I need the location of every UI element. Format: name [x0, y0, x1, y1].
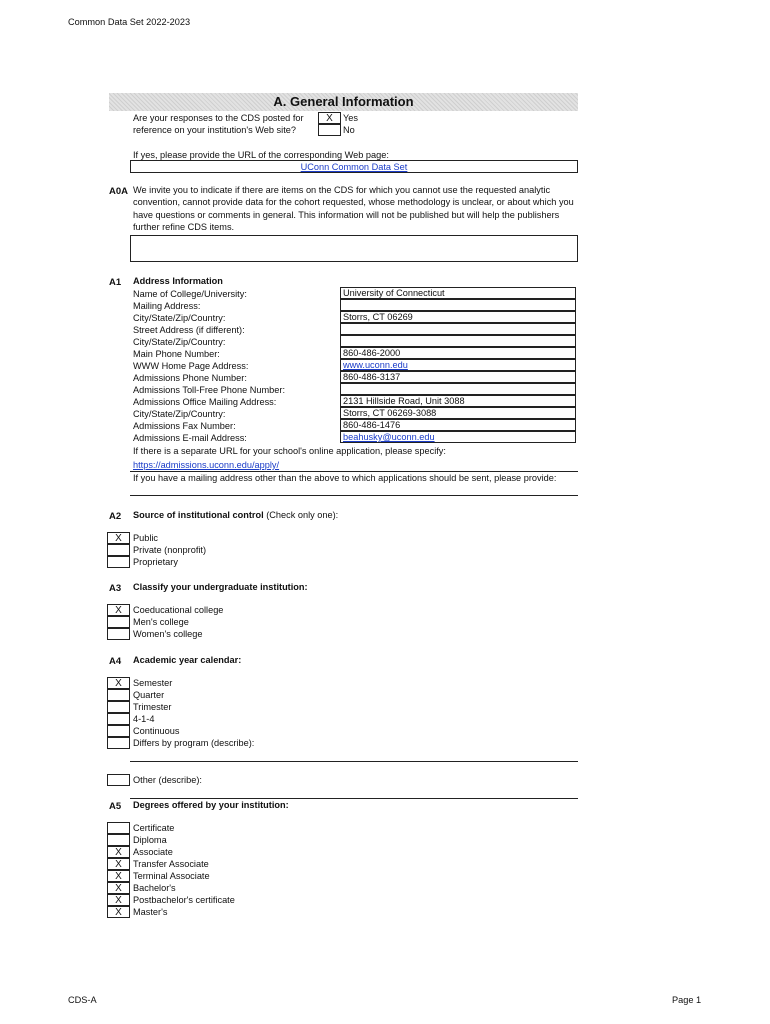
- posted-yes-label: Yes: [343, 113, 358, 123]
- a4-option-label: Quarter: [133, 690, 165, 700]
- a2-option-label: Public: [133, 533, 159, 543]
- a1-row-label: Admissions Fax Number:: [133, 421, 236, 431]
- posted-no-checkbox[interactable]: [318, 124, 341, 136]
- a1-row-label: Mailing Address:: [133, 301, 201, 311]
- a5-option-checkbox[interactable]: X: [107, 894, 130, 906]
- a1-row-label: City/State/Zip/Country:: [133, 313, 226, 323]
- email-value-box: [340, 431, 576, 443]
- a3-option-checkbox[interactable]: [107, 628, 130, 640]
- a5-option-checkbox[interactable]: X: [107, 858, 130, 870]
- a1-title: Address Information: [133, 276, 223, 286]
- a2-note: (Check only one):: [263, 510, 339, 520]
- a4-option-label: Continuous: [133, 726, 180, 736]
- a4-code: A4: [109, 656, 122, 667]
- college-name-value: University of Connecticut: [340, 287, 576, 299]
- a3-option-checkbox[interactable]: [107, 616, 130, 628]
- a5-option-label: Certificate: [133, 823, 175, 833]
- a2-option-checkbox[interactable]: [107, 544, 130, 556]
- footer-right: Page 1: [672, 995, 702, 1005]
- a4-option-checkbox[interactable]: [107, 725, 130, 737]
- posted-no-label: No: [343, 125, 355, 135]
- mailing-address-value: [340, 299, 576, 311]
- a4-option-checkbox[interactable]: X: [107, 677, 130, 689]
- a3-code: A3: [109, 583, 122, 594]
- city-state-zip-value: Storrs, CT 06269: [340, 311, 576, 323]
- a2-code: A2: [109, 511, 122, 522]
- email-link[interactable]: beahusky@uconn.edu: [343, 432, 435, 442]
- a5-option-checkbox[interactable]: X: [107, 882, 130, 894]
- other-mail-prompt: If you have a mailing address other than the above to which applications should be sent, please provide:: [133, 473, 557, 483]
- www-link[interactable]: www.uconn.edu: [343, 360, 408, 370]
- a4-option-checkbox[interactable]: [107, 689, 130, 701]
- a5-option-checkbox[interactable]: X: [107, 906, 130, 918]
- posted-question-line1: Are your responses to the CDS posted for: [133, 113, 304, 123]
- city-state-zip-2-value: [340, 335, 576, 347]
- a0a-code: A0A: [109, 186, 129, 197]
- a5-option-label: Postbachelor's certificate: [133, 895, 235, 905]
- street-address-value: [340, 323, 576, 335]
- a1-row-label: Admissions Office Mailing Address:: [133, 397, 277, 407]
- a1-row-label: Admissions Phone Number:: [133, 373, 247, 383]
- admissions-phone-value: 860-486-3137: [340, 371, 576, 383]
- a1-row-label: City/State/Zip/Country:: [133, 409, 226, 419]
- a2-option-label: Private (nonprofit): [133, 545, 207, 555]
- a1-row-label: Admissions Toll-Free Phone Number:: [133, 385, 285, 395]
- a1-code: A1: [109, 277, 122, 288]
- section-title: A. General Information: [273, 94, 414, 109]
- a1-row-label: Street Address (if different):: [133, 325, 245, 335]
- a1-row-label: Main Phone Number:: [133, 349, 220, 359]
- a3-option-label: Women's college: [133, 629, 203, 639]
- a3-option-label: Men's college: [133, 617, 189, 627]
- a4-option-label: 4-1-4: [133, 714, 155, 724]
- online-app-link[interactable]: https://admissions.uconn.edu/apply/: [133, 460, 280, 470]
- cds-url-link[interactable]: UConn Common Data Set: [300, 162, 408, 172]
- toll-free-value: [340, 383, 576, 395]
- footer-left: CDS-A: [68, 995, 97, 1005]
- admissions-city-value: Storrs, CT 06269-3088: [340, 407, 576, 419]
- a4-title: Academic year calendar:: [133, 655, 242, 665]
- a3-option-label: Coeducational college: [133, 605, 224, 615]
- a1-row-label: Admissions E-mail Address:: [133, 433, 247, 443]
- a5-option-label: Diploma: [133, 835, 167, 845]
- a5-option-checkbox[interactable]: X: [107, 870, 130, 882]
- a4-other-checkbox[interactable]: [107, 774, 130, 786]
- a5-title: Degrees offered by your institution:: [133, 800, 289, 810]
- a5-option-checkbox[interactable]: [107, 834, 130, 846]
- a0a-text: We invite you to indicate if there are items on the CDS for which you cannot use the requested analytic convention, cannot provide data for the cohort requested, whose methodology is unclear, or about which you have questions or comments in general. This information will not be published but will help the publishers further refine CDS items.: [133, 185, 574, 232]
- a5-option-label: Terminal Associate: [133, 871, 210, 881]
- a1-row-label: WWW Home Page Address:: [133, 361, 249, 371]
- a2-title: Source of institutional control: [133, 510, 264, 520]
- a4-option-checkbox[interactable]: [107, 737, 130, 749]
- a5-code: A5: [109, 801, 122, 812]
- a4-other-label: Other (describe):: [133, 775, 202, 785]
- url-prompt: If yes, please provide the URL of the corresponding Web page:: [133, 150, 389, 160]
- a4-option-label: Differs by program (describe):: [133, 738, 255, 748]
- a5-option-label: Associate: [133, 847, 173, 857]
- www-value-box: [340, 359, 576, 371]
- a1-row-label: City/State/Zip/Country:: [133, 337, 226, 347]
- a5-option-checkbox[interactable]: [107, 822, 130, 834]
- a4-other-underline: [130, 798, 578, 799]
- posted-question-line2: reference on your institution's Web site?: [133, 125, 296, 135]
- url-field: [130, 160, 578, 173]
- posted-yes-checkbox[interactable]: X: [318, 112, 341, 124]
- a4-option-checkbox[interactable]: [107, 701, 130, 713]
- online-app-underline: [130, 471, 578, 472]
- a3-option-checkbox[interactable]: X: [107, 604, 130, 616]
- a4-option-checkbox[interactable]: [107, 713, 130, 725]
- a2-option-label: Proprietary: [133, 557, 178, 567]
- page-header: Common Data Set 2022-2023: [68, 17, 191, 27]
- fax-value: 860-486-1476: [340, 419, 576, 431]
- a2-option-checkbox[interactable]: X: [107, 532, 130, 544]
- a4-option-label: Trimester: [133, 702, 172, 712]
- a2-option-checkbox[interactable]: [107, 556, 130, 568]
- a1-row-label: Name of College/University:: [133, 289, 247, 299]
- a5-option-label: Bachelor's: [133, 883, 176, 893]
- a2-heading: [133, 510, 338, 520]
- admissions-address-value: 2131 Hillside Road, Unit 3088: [340, 395, 576, 407]
- a0a-comment-box[interactable]: [130, 235, 578, 262]
- other-mail-underline: [130, 495, 578, 496]
- a4-describe-underline: [130, 761, 578, 762]
- a4-option-label: Semester: [133, 678, 173, 688]
- a5-option-label: Master's: [133, 907, 168, 917]
- a3-title: Classify your undergraduate institution:: [133, 582, 308, 592]
- a5-option-label: Transfer Associate: [133, 859, 209, 869]
- a5-option-checkbox[interactable]: X: [107, 846, 130, 858]
- online-app-prompt: If there is a separate URL for your school's online application, please specify:: [133, 446, 446, 456]
- main-phone-value: 860-486-2000: [340, 347, 576, 359]
